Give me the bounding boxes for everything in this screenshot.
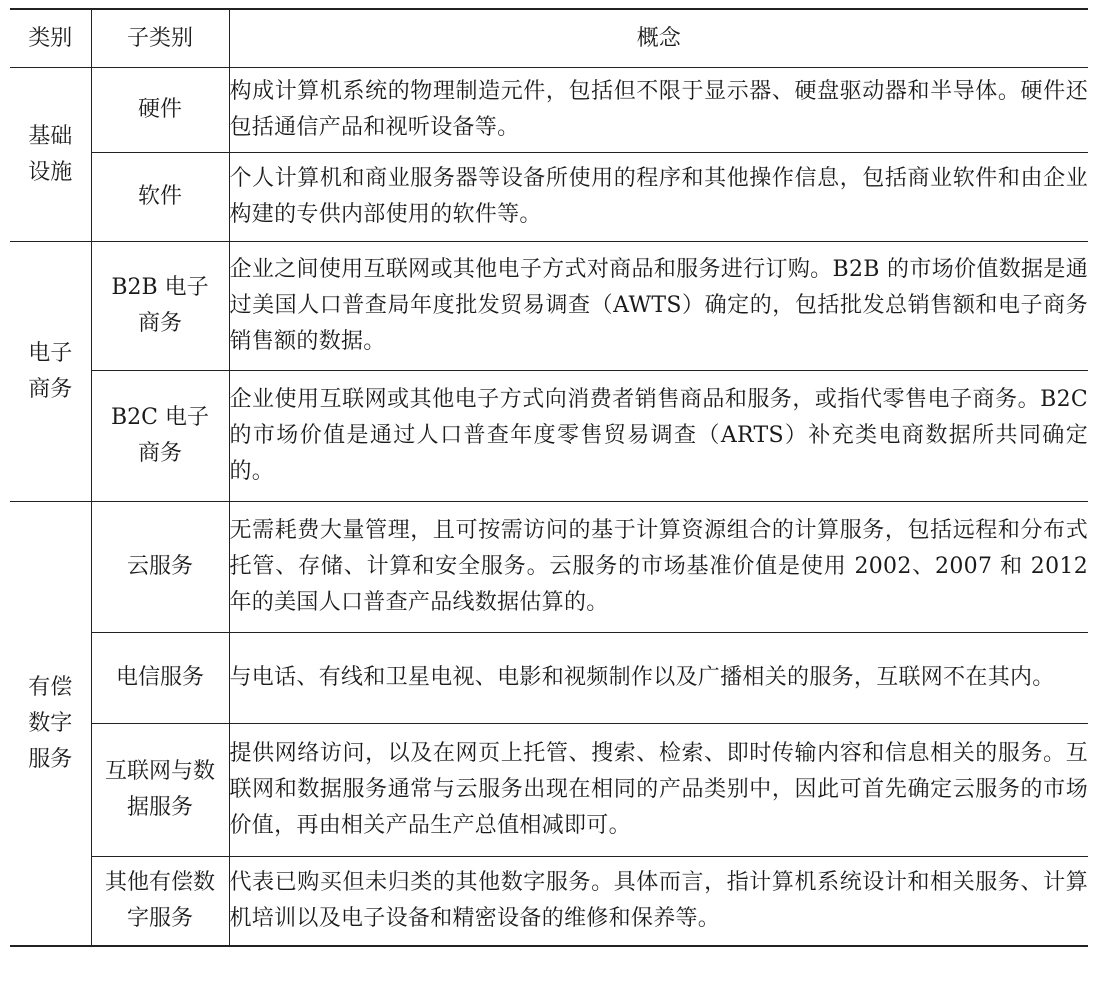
subcategory-cell [91, 242, 229, 371]
table-row [10, 633, 1088, 724]
concept-b2b: 企业之间使用互联网或其他电子方式对商品和服务进行订购。B2B 的市场价值数据是通过美国人口普查局年度批发贸易调查（AWTS）确定的，包括批发总销售额和电子商务销售额的数据。 [229, 242, 1088, 371]
subcategory-cloud: 云服务 [126, 554, 193, 579]
concept-other-paid: 代表已购买但未归类的其他数字服务。具体而言，指计算机系统设计和相关服务、计算机培训以及电子设备和精密设备的维修和保养等。 [229, 857, 1088, 947]
table-row [10, 242, 1088, 371]
subcategory-telecom: 电信服务 [115, 665, 204, 690]
subcategory-b2b: B2B 电子商务 [111, 275, 209, 336]
subcategory-other-paid: 其他有偿数字服务 [105, 870, 216, 931]
subcategory-cell [91, 857, 229, 947]
category-cell [10, 242, 91, 502]
category-ecommerce: 电子商务 [28, 340, 73, 402]
concept-internet-data: 提供网络访问，以及在网页上托管、搜索、检索、即时传输内容和信息相关的服务。互联网和数据服务通常与云服务出现在相同的产品类别中，因此可首先确定云服务的市场价值，再由相关产品生产总值相减即可。 [229, 724, 1088, 857]
concept-b2c: 企业使用互联网或其他电子方式向消费者销售商品和服务，或指代零售电子商务。B2C 的市场价值是通过人口普查年度零售贸易调查（ARTS）补充类电商数据所共同确定的。 [229, 371, 1088, 502]
subcategory-hardware: 硬件 [137, 97, 182, 122]
category-cell [10, 502, 91, 947]
table-header-row [10, 9, 1088, 68]
subcategory-cell [91, 633, 229, 724]
category-paid-digital-services: 有偿数字服务 [28, 674, 73, 772]
subcategory-cell [91, 502, 229, 633]
subcategory-internet-data: 互联网与数据服务 [105, 759, 216, 820]
subcategory-software: 软件 [137, 184, 182, 209]
table-row [10, 371, 1088, 502]
subcategory-b2c: B2C 电子商务 [111, 405, 209, 466]
subcategory-cell [91, 153, 229, 242]
table-row [10, 153, 1088, 242]
subcategory-cell [91, 68, 229, 153]
table-row [10, 857, 1088, 947]
header-category: 类别 [10, 9, 91, 68]
header-concept: 概念 [229, 9, 1088, 68]
table-row [10, 502, 1088, 633]
category-infrastructure: 基础设施 [28, 123, 73, 185]
concept-software: 个人计算机和商业服务器等设备所使用的程序和其他操作信息，包括商业软件和由企业构建的专供内部使用的软件等。 [229, 153, 1088, 242]
concept-telecom: 与电话、有线和卫星电视、电影和视频制作以及广播相关的服务，互联网不在其内。 [229, 633, 1088, 724]
category-cell [10, 68, 91, 242]
subcategory-cell [91, 371, 229, 502]
concept-cloud: 无需耗费大量管理，且可按需访问的基于计算资源组合的计算服务，包括远程和分布式托管、存储、计算和安全服务。云服务的市场基准价值是使用 2002、2007 和 2012 年的美国人口普查产品线数据估算的。 [229, 502, 1088, 633]
table-row [10, 68, 1088, 153]
header-subcategory: 子类别 [91, 9, 229, 68]
digital-economy-table [10, 8, 1088, 947]
table-row [10, 724, 1088, 857]
subcategory-cell [91, 724, 229, 857]
concept-hardware: 构成计算机系统的物理制造元件，包括但不限于显示器、硬盘驱动器和半导体。硬件还包括通信产品和视听设备等。 [229, 68, 1088, 153]
